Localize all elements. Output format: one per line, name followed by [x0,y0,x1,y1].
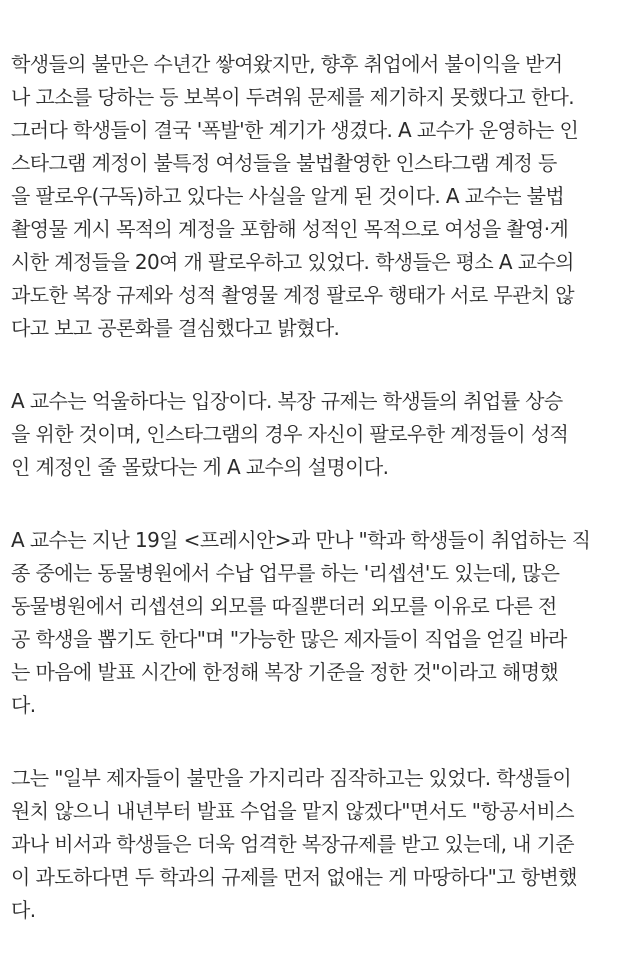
text-line: 공 학생을 뽑기도 한다"며 "가능한 많은 제자들이 직업을 얻길 바라 [11,627,567,651]
text-line: 과도한 복장 규제와 성적 촬영물 계정 팔로우 행태가 서로 무관치 않 [11,283,575,307]
text-line: 나 고소를 당하는 등 보복이 두려워 문제를 제기하지 못했다고 한다. [11,85,575,109]
text-line: 원치 않으니 내년부터 발표 수업을 맡지 않겠다"면서도 "항공서비스 [11,799,574,823]
text-line: 과나 비서과 학생들은 더욱 엄격한 복장규제를 받고 있는데, 내 기준 [11,832,575,856]
text-line: 을 위한 것이며, 인스타그램의 경우 자신이 팔로우한 계정들이 성적 [11,422,569,446]
text-line: 스타그램 계정이 불특정 여성들을 불법촬영한 인스타그램 계정 등 [11,151,557,175]
text-line: 종 중에는 동물병원에서 수납 업무를 하는 '리셉션'도 있는데, 많은 [11,561,560,585]
text-line: 그는 "일부 제자들이 불만을 가지리라 짐작하고는 있었다. 학생들이 [11,766,572,790]
text-line: A 교수는 억울하다는 입장이다. 복장 규제는 학생들의 취업률 상승 [11,389,563,413]
text-line: 다고 보고 공론화를 결심했다고 밝혔다. [11,316,340,340]
text-line: 다. [11,898,36,922]
text-line: 촬영물 게시 목적의 계정을 포함해 성적인 목적으로 여성을 촬영·게 [11,217,569,241]
text-line: 그러다 학생들이 결국 '폭발'한 계기가 생겼다. A 교수가 운영하는 인 [11,118,579,142]
article-body [11,48,633,967]
paragraph [11,762,633,927]
text-line: 는 마음에 발표 시간에 한정해 복장 기준을 정한 것"이라고 해명했 [11,660,559,684]
paragraph [11,385,633,484]
text-line: 인 계정인 줄 몰랐다는 게 A 교수의 설명이다. [11,455,389,479]
paragraph [11,48,633,345]
text-line: 시한 계정들을 20여 개 팔로우하고 있었다. 학생들은 평소 A 교수의 [11,250,574,274]
text-line: 동물병원에서 리셉션의 외모를 따질뿐더러 외모를 이유로 다른 전 [11,594,557,618]
paragraph [11,524,633,722]
text-line: 을 팔로우(구독)하고 있다는 사실을 알게 된 것이다. A 교수는 불법 [11,184,565,208]
text-line: 다. [11,693,36,717]
text-line: A 교수는 지난 19일 <프레시안>과 만나 "학과 학생들이 취업하는 직 [11,528,591,552]
text-line: 학생들의 불만은 수년간 쌓여왔지만, 향후 취업에서 불이익을 받거 [11,52,563,76]
text-line: 이 과도하다면 두 학과의 규제를 먼저 없애는 게 마땅하다"고 항변했 [11,865,577,889]
